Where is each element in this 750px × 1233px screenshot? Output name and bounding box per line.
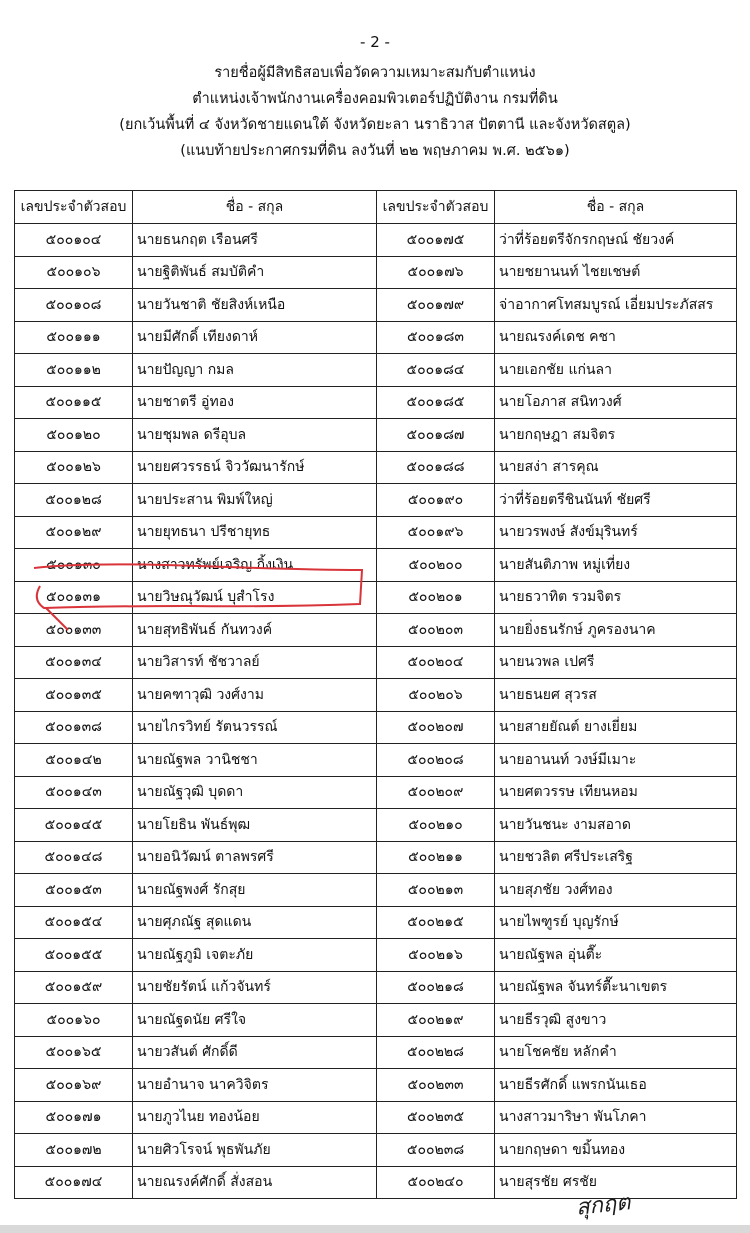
- exam-id-cell: ๕๐๐๑๐๘: [15, 289, 133, 322]
- exam-id-cell: ๕๐๐๒๔๐: [377, 1166, 495, 1199]
- exam-id-cell: ๕๐๐๑๗๔: [15, 1166, 133, 1199]
- header-exception: (ยกเว้นพื้นที่ ๔ จังหวัดชายแดนใต้ จังหวัดยะลา นราธิวาส ปัตตานี และจังหวัดสตูล): [119, 117, 631, 133]
- exam-id-cell: ๕๐๐๑๘๕: [377, 386, 495, 419]
- exam-id-cell: ๕๐๐๒๐๐: [377, 549, 495, 582]
- exam-id-cell: ๕๐๐๑๙๐: [377, 484, 495, 517]
- name-cell: นายณัฐพล วานิชชา: [133, 744, 377, 777]
- name-cell: นายณรงค์เดช คชา: [495, 321, 737, 354]
- name-cell: นายณัฐภูมิ เจตะภัย: [133, 939, 377, 972]
- exam-id-cell: ๕๐๐๒๓๕: [377, 1101, 495, 1134]
- header-title: รายชื่อผู้มีสิทธิสอบเพื่อวัดความเหมาะสมกับตำแหน่ง: [214, 65, 536, 81]
- table-row: [15, 386, 737, 419]
- candidate-table: [14, 190, 737, 1199]
- table-row: [15, 776, 737, 809]
- name-cell: นายธวาทิต รวมจิตร: [495, 581, 737, 614]
- table-row: [15, 874, 737, 907]
- exam-id-cell: ๕๐๐๑๓๐: [15, 549, 133, 582]
- exam-id-cell: ๕๐๐๑๒๖: [15, 451, 133, 484]
- name-cell: จ่าอากาศโทสมบูรณ์ เอี่ยมประภัสสร: [495, 289, 737, 322]
- name-cell: นายชาตรี อู่ทอง: [133, 386, 377, 419]
- page-number: - 2 -: [360, 33, 390, 51]
- name-cell: นายฐิติพันธ์ สมบัติคำ: [133, 256, 377, 289]
- name-cell: นายณัฐพงศ์ รักสุย: [133, 874, 377, 907]
- table-row: [15, 484, 737, 517]
- table-header-row: [15, 191, 737, 224]
- exam-id-cell: ๕๐๐๑๗๑: [15, 1101, 133, 1134]
- exam-id-cell: ๕๐๐๑๓๘: [15, 711, 133, 744]
- page-bottom-edge: [0, 1225, 750, 1233]
- name-cell: นายธนกฤต เรือนศรี: [133, 224, 377, 257]
- document-header: [0, 60, 750, 164]
- column-header-exam-id: เลขประจำตัวสอบ: [15, 191, 133, 224]
- exam-id-cell: ๕๐๐๒๑๖: [377, 939, 495, 972]
- exam-id-cell: ๕๐๐๒๑๐: [377, 809, 495, 842]
- table-row: [15, 289, 737, 322]
- exam-id-cell: ๕๐๐๒๐๙: [377, 776, 495, 809]
- table-row: [15, 549, 737, 582]
- name-cell: นายชวลิต ศรีประเสริฐ: [495, 841, 737, 874]
- exam-id-cell: ๕๐๐๑๑๕: [15, 386, 133, 419]
- name-cell: นายชยานนท์ ไชยเชษต์: [495, 256, 737, 289]
- table-row: [15, 581, 737, 614]
- exam-id-cell: ๕๐๐๒๑๑: [377, 841, 495, 874]
- exam-id-cell: ๕๐๐๑๐๔: [15, 224, 133, 257]
- name-cell: นายธนยศ สุวรส: [495, 679, 737, 712]
- exam-id-cell: ๕๐๐๑๗๙: [377, 289, 495, 322]
- table-row: [15, 451, 737, 484]
- exam-id-cell: ๕๐๐๒๒๘: [377, 1036, 495, 1069]
- exam-id-cell: ๕๐๐๑๙๖: [377, 516, 495, 549]
- name-cell: นายณัฐวุฒิ บุดดา: [133, 776, 377, 809]
- exam-id-cell: ๕๐๐๑๑๒: [15, 354, 133, 387]
- exam-id-cell: ๕๐๐๑๗๖: [377, 256, 495, 289]
- exam-id-cell: ๕๐๐๑๓๑: [15, 581, 133, 614]
- name-cell: นายสุทธิพันธ์ กันทวงค์: [133, 614, 377, 647]
- exam-id-cell: ๕๐๐๒๐๗: [377, 711, 495, 744]
- name-cell: นายวสันต์ ศักดิ์ดี: [133, 1036, 377, 1069]
- table-row: [15, 419, 737, 452]
- table-body: [15, 224, 737, 1199]
- name-cell: นายประสาน พิมพ์ใหญ่: [133, 484, 377, 517]
- exam-id-cell: ๕๐๐๑๖๐: [15, 1004, 133, 1037]
- exam-id-cell: ๕๐๐๒๑๓: [377, 874, 495, 907]
- table-row: [15, 1134, 737, 1167]
- name-cell: ว่าที่ร้อยตรีจักรกฤษณ์ ชัยวงค์: [495, 224, 737, 257]
- name-cell: นายศุภณัฐ สุดแดน: [133, 906, 377, 939]
- header-position: ตำแหน่งเจ้าพนักงานเครื่องคอมพิวเตอร์ปฏิบัติงาน กรมที่ดิน: [192, 91, 558, 107]
- name-cell: นายอนิวัฒน์ ตาลพรศรี: [133, 841, 377, 874]
- name-cell: นายยศวรรธน์ จิววัฒนารักษ์: [133, 451, 377, 484]
- name-cell: นายชุมพล ดรีอุบล: [133, 419, 377, 452]
- name-cell: นายไพฑูรย์ บุญรักษ์: [495, 906, 737, 939]
- column-header-exam-id: เลขประจำตัวสอบ: [377, 191, 495, 224]
- exam-id-cell: ๕๐๐๑๗๒: [15, 1134, 133, 1167]
- table-row: [15, 1004, 737, 1037]
- exam-id-cell: ๕๐๐๑๔๘: [15, 841, 133, 874]
- column-header-name: ชื่อ - สกุล: [133, 191, 377, 224]
- table-row: [15, 321, 737, 354]
- exam-id-cell: ๕๐๐๑๑๑: [15, 321, 133, 354]
- name-cell: นางสาวทรัพย์เจริญ กิ้งเงิน: [133, 549, 377, 582]
- table-row: [15, 224, 737, 257]
- column-header-name: ชื่อ - สกุล: [495, 191, 737, 224]
- exam-id-cell: ๕๐๐๒๑๕: [377, 906, 495, 939]
- table-row: [15, 841, 737, 874]
- exam-id-cell: ๕๐๐๒๑๙: [377, 1004, 495, 1037]
- exam-id-cell: ๕๐๐๑๔๕: [15, 809, 133, 842]
- name-cell: นายณัฐพล อุ่นตื๊ะ: [495, 939, 737, 972]
- exam-id-cell: ๕๐๐๑๗๕: [377, 224, 495, 257]
- name-cell: นายชัยรัตน์ แก้วจันทร์: [133, 971, 377, 1004]
- table-row: [15, 939, 737, 972]
- exam-id-cell: ๕๐๐๑๘๘: [377, 451, 495, 484]
- name-cell: นายศิวโรจน์ พุธพันภัย: [133, 1134, 377, 1167]
- exam-id-cell: ๕๐๐๑๕๕: [15, 939, 133, 972]
- name-cell: นายไกรวิทย์ รัตนวรรณ์: [133, 711, 377, 744]
- exam-id-cell: ๕๐๐๒๐๖: [377, 679, 495, 712]
- exam-id-cell: ๕๐๐๑๒๘: [15, 484, 133, 517]
- table-row: [15, 971, 737, 1004]
- name-cell: นายคฑาวุฒิ วงศ์งาม: [133, 679, 377, 712]
- table-row: [15, 646, 737, 679]
- name-cell: นายโยธิน พันธ์พุฒ: [133, 809, 377, 842]
- header-announcement-date: (แนบท้ายประกาศกรมที่ดิน ลงวันที่ ๒๒ พฤษภาคม พ.ศ. ๒๕๖๑): [180, 143, 570, 159]
- exam-id-cell: ๕๐๐๑๘๓: [377, 321, 495, 354]
- name-cell: นายศตวรรษ เทียนหอม: [495, 776, 737, 809]
- exam-id-cell: ๕๐๐๑๓๔: [15, 646, 133, 679]
- name-cell: นายสุภชัย วงศ์ทอง: [495, 874, 737, 907]
- table-row: [15, 256, 737, 289]
- name-cell: นายมีศักดิ์ เทียงดาห์: [133, 321, 377, 354]
- exam-id-cell: ๕๐๐๑๖๙: [15, 1069, 133, 1102]
- table-row: [15, 1101, 737, 1134]
- exam-id-cell: ๕๐๐๒๐๓: [377, 614, 495, 647]
- name-cell: นายอานนท์ วงษ์มีเมาะ: [495, 744, 737, 777]
- table-row: [15, 744, 737, 777]
- name-cell: นายปัญญา กมล: [133, 354, 377, 387]
- name-cell: นายโอภาส สนิทวงศ์: [495, 386, 737, 419]
- name-cell: นายณัฐพล จันทร์ตื๊ะนาเขตร: [495, 971, 737, 1004]
- name-cell: นายวันชนะ งามสอาด: [495, 809, 737, 842]
- name-cell: นายกฤษฎา สมจิตร: [495, 419, 737, 452]
- signature: สุกฤต: [574, 1190, 632, 1221]
- exam-id-cell: ๕๐๐๑๕๓: [15, 874, 133, 907]
- exam-id-cell: ๕๐๐๒๑๘: [377, 971, 495, 1004]
- name-cell: นายวันชาติ ชัยสิงห์เหนือ: [133, 289, 377, 322]
- exam-id-cell: ๕๐๐๒๐๘: [377, 744, 495, 777]
- name-cell: ว่าที่ร้อยตรีชินนันท์ ชัยศรี: [495, 484, 737, 517]
- name-cell: นายสันติภาพ หมู่เที่ยง: [495, 549, 737, 582]
- exam-id-cell: ๕๐๐๑๖๕: [15, 1036, 133, 1069]
- name-cell: นายนวพล เปศรี: [495, 646, 737, 679]
- exam-id-cell: ๕๐๐๑๔๓: [15, 776, 133, 809]
- name-cell: นายสายยัณต์ ยางเยี่ยม: [495, 711, 737, 744]
- name-cell: นายภูวไนย ทองน้อย: [133, 1101, 377, 1134]
- name-cell: นายณัฐดนัย ศรีใจ: [133, 1004, 377, 1037]
- table-row: [15, 906, 737, 939]
- name-cell: นางสาวมาริษา พันโภคา: [495, 1101, 737, 1134]
- table-row: [15, 809, 737, 842]
- table-row: [15, 354, 737, 387]
- name-cell: นายณรงค์ศักดิ์ สั่งสอน: [133, 1166, 377, 1199]
- name-cell: นายอำนาจ นาควิจิตร: [133, 1069, 377, 1102]
- exam-id-cell: ๕๐๐๑๐๖: [15, 256, 133, 289]
- name-cell: นายธีรวุฒิ สูงขาว: [495, 1004, 737, 1037]
- exam-id-cell: ๕๐๐๒๓๓: [377, 1069, 495, 1102]
- exam-id-cell: ๕๐๐๑๕๙: [15, 971, 133, 1004]
- name-cell: นายสง่า สารคุณ: [495, 451, 737, 484]
- table-row: [15, 679, 737, 712]
- table-row: [15, 711, 737, 744]
- exam-id-cell: ๕๐๐๒๐๔: [377, 646, 495, 679]
- exam-id-cell: ๕๐๐๑๘๗: [377, 419, 495, 452]
- name-cell: นายวิษณุวัฒน์ บุสำโรง: [133, 581, 377, 614]
- exam-id-cell: ๕๐๐๒๐๑: [377, 581, 495, 614]
- exam-id-cell: ๕๐๐๑๔๒: [15, 744, 133, 777]
- name-cell: นายโชคชัย หลักคำ: [495, 1036, 737, 1069]
- name-cell: นายธีรศักดิ์ แพรกนันเธอ: [495, 1069, 737, 1102]
- name-cell: นายสุรชัย ศรชัย: [495, 1166, 737, 1199]
- exam-id-cell: ๕๐๐๑๒๐: [15, 419, 133, 452]
- exam-id-cell: ๕๐๐๑๓๓: [15, 614, 133, 647]
- name-cell: นายเอกชัย แก่นลา: [495, 354, 737, 387]
- table-row: [15, 1036, 737, 1069]
- exam-id-cell: ๕๐๐๑๒๙: [15, 516, 133, 549]
- table-row: [15, 516, 737, 549]
- name-cell: นายยิ่งธนรักษ์ ภูครองนาค: [495, 614, 737, 647]
- exam-id-cell: ๕๐๐๑๘๔: [377, 354, 495, 387]
- exam-id-cell: ๕๐๐๒๓๘: [377, 1134, 495, 1167]
- exam-id-cell: ๕๐๐๑๓๕: [15, 679, 133, 712]
- table-row: [15, 614, 737, 647]
- exam-id-cell: ๕๐๐๑๕๔: [15, 906, 133, 939]
- name-cell: นายวรพงษ์ สังข์มุรินทร์: [495, 516, 737, 549]
- table-row: [15, 1069, 737, 1102]
- name-cell: นายกฤษดา ขมิ้นทอง: [495, 1134, 737, 1167]
- name-cell: นายยุทธนา ปรีชายุทธ: [133, 516, 377, 549]
- name-cell: นายวิสารท์ ชัชวาลย์: [133, 646, 377, 679]
